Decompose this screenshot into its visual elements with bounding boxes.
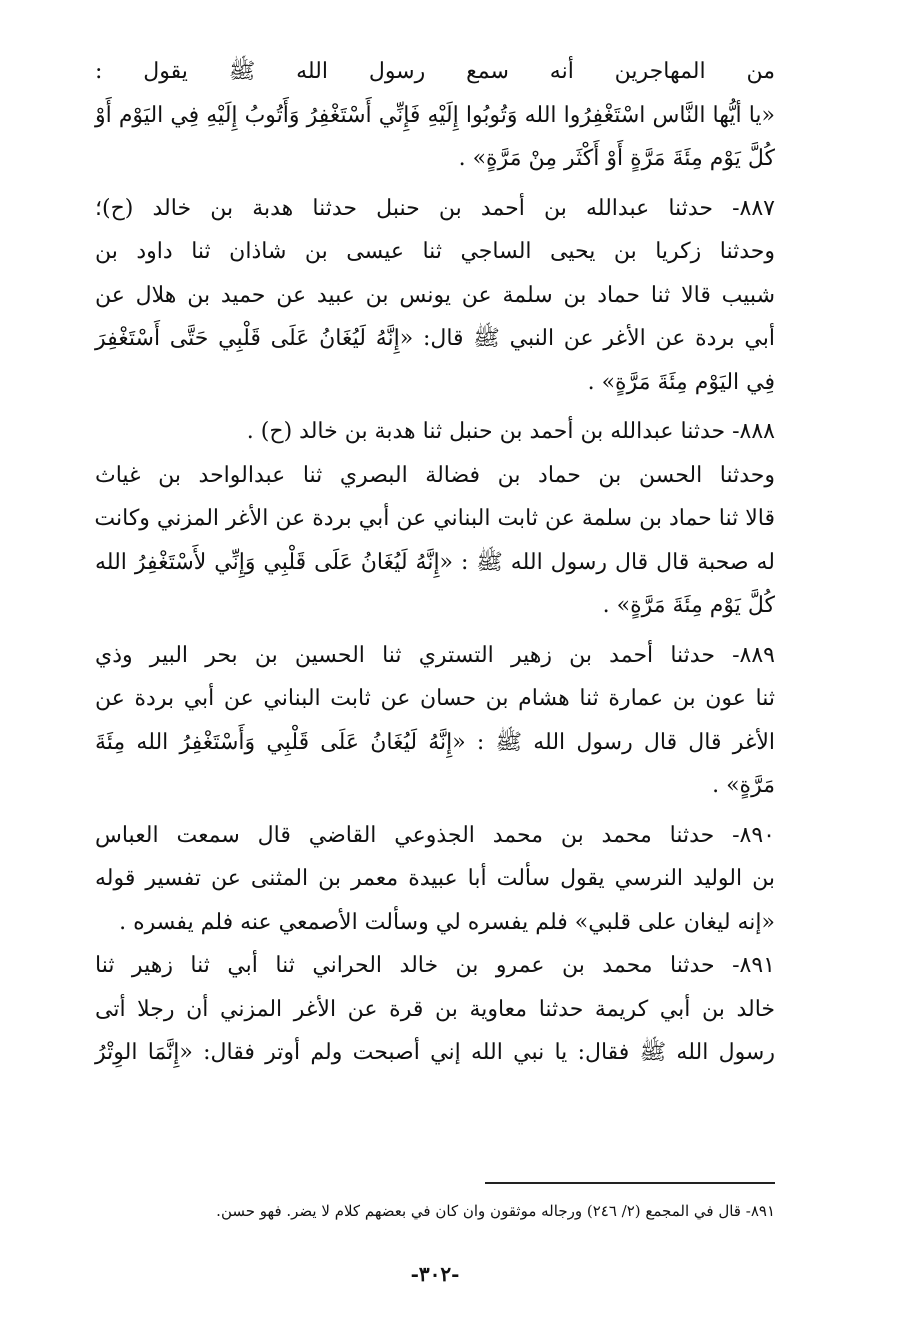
text-line: كُلَّ يَوْم مِئَةَ مَرَّةٍ أَوْ أَكْثَر مِنْ مَرَّةٍ» . <box>458 146 775 171</box>
text-line: أبي بردة عن الأغر عن النبي ﷺ قال: «إِنَّهُ لَيُغَانُ عَلَى قَلْبِي حَتَّى أَسْتَغْفِرَ <box>95 326 775 351</box>
text-line: رسول الله ﷺ فقال: يا نبي الله إني أصبحت ولم أوتر فقال: «إِنَّمَا الوِتْرُ <box>95 1040 775 1065</box>
footnote-divider <box>485 1182 775 1184</box>
text-line: من المهاجرين أنه سمع رسول الله ﷺ يقول : <box>95 59 775 84</box>
text-line: شبيب قالا ثنا حماد بن سلمة عن يونس بن عبيد عن حميد بن هلال عن <box>95 282 775 308</box>
text-line: قالا ثنا حماد بن سلمة عن ثابت البناني عن أبي بردة عن الأغر المزني وكانت <box>94 506 775 531</box>
hadith-888-line: ٨٨٨- حدثنا عبدالله بن أحمد بن حنبل ثنا هدبة بن خالد (ح) . <box>246 419 775 444</box>
text-line: خالد بن أبي كريمة حدثنا معاوية بن قرة عن الأغر المزني أن رجلا أتى <box>95 996 775 1022</box>
text-line: «إنه ليغان على قلبي» فلم يفسره لي وسألت الأصمعي عنه فلم يفسره . <box>119 909 775 935</box>
text-line: ثنا عون بن عمارة ثنا هشام بن حسان عن ثابت البناني عن أبي بردة عن <box>95 686 775 711</box>
text-line: كُلَّ يَوْم مِئَةَ مَرَّةٍ» . <box>602 593 775 618</box>
text-line: فِي اليَوْم مِئَةَ مَرَّةٍ» . <box>587 369 775 395</box>
book-page <box>95 50 775 1337</box>
text-line: الأغر قال قال رسول الله ﷺ : «إِنَّهُ لَيُغَانُ عَلَى قَلْبِي وَأَسْتَغْفِرُ الله مِئَةَ <box>95 729 775 755</box>
hadith-887-line: ٨٨٧- حدثنا عبدالله بن أحمد بن حنبل حدثنا هدبة بن خالد (ح)؛ <box>95 195 775 221</box>
text-line: وحدثنا الحسن بن حماد بن فضالة البصري ثنا عبدالواحد بن غياث <box>95 462 775 488</box>
text-line: بن الوليد النرسي يقول سألت أبا عبيدة معمر بن المثنى عن تفسير قوله <box>95 866 775 891</box>
hadith-889-line: ٨٨٩- حدثنا أحمد بن زهير التستري ثنا الحسين بن بحر البير وذي <box>95 642 775 668</box>
main-text <box>95 50 775 1075</box>
page-number: -٣٠٢- <box>410 1262 460 1286</box>
footnote: ٨٩١- قال في المجمع (٢/ ٢٤٦) ورجاله موثقون وان كان في بعضهم كلام لا يضر. فهو حسن. <box>216 1202 775 1220</box>
text-line: وحدثنا زكريا بن يحيى الساجي ثنا عيسى بن شاذان ثنا داود بن <box>95 239 775 264</box>
text-line: له صحبة قال قال رسول الله ﷺ : «إِنَّهُ لَيُغَانُ عَلَى قَلْبِي وَإِنِّي لأَسْتَغْفِرُ الله <box>95 549 775 575</box>
text-line: مَرَّةٍ» . <box>712 773 775 798</box>
hadith-891-line: ٨٩١- حدثنا محمد بن عمرو بن خالد الحراني ثنا أبي ثنا زهير ثنا <box>95 953 775 978</box>
text-line: «يا أيُّها النَّاس اسْتَغْفِرُوا الله وَتُوبُوا إِلَيْهِ فَإِنِّي أَسْتَغْفِرُ وَأَتُوبُ إِلَيْهِ فِي اليَوْم أَوْ <box>95 102 775 128</box>
hadith-890-line: ٨٩٠- حدثنا محمد بن محمد الجذوعي القاضي قال سمعت العباس <box>95 822 775 848</box>
